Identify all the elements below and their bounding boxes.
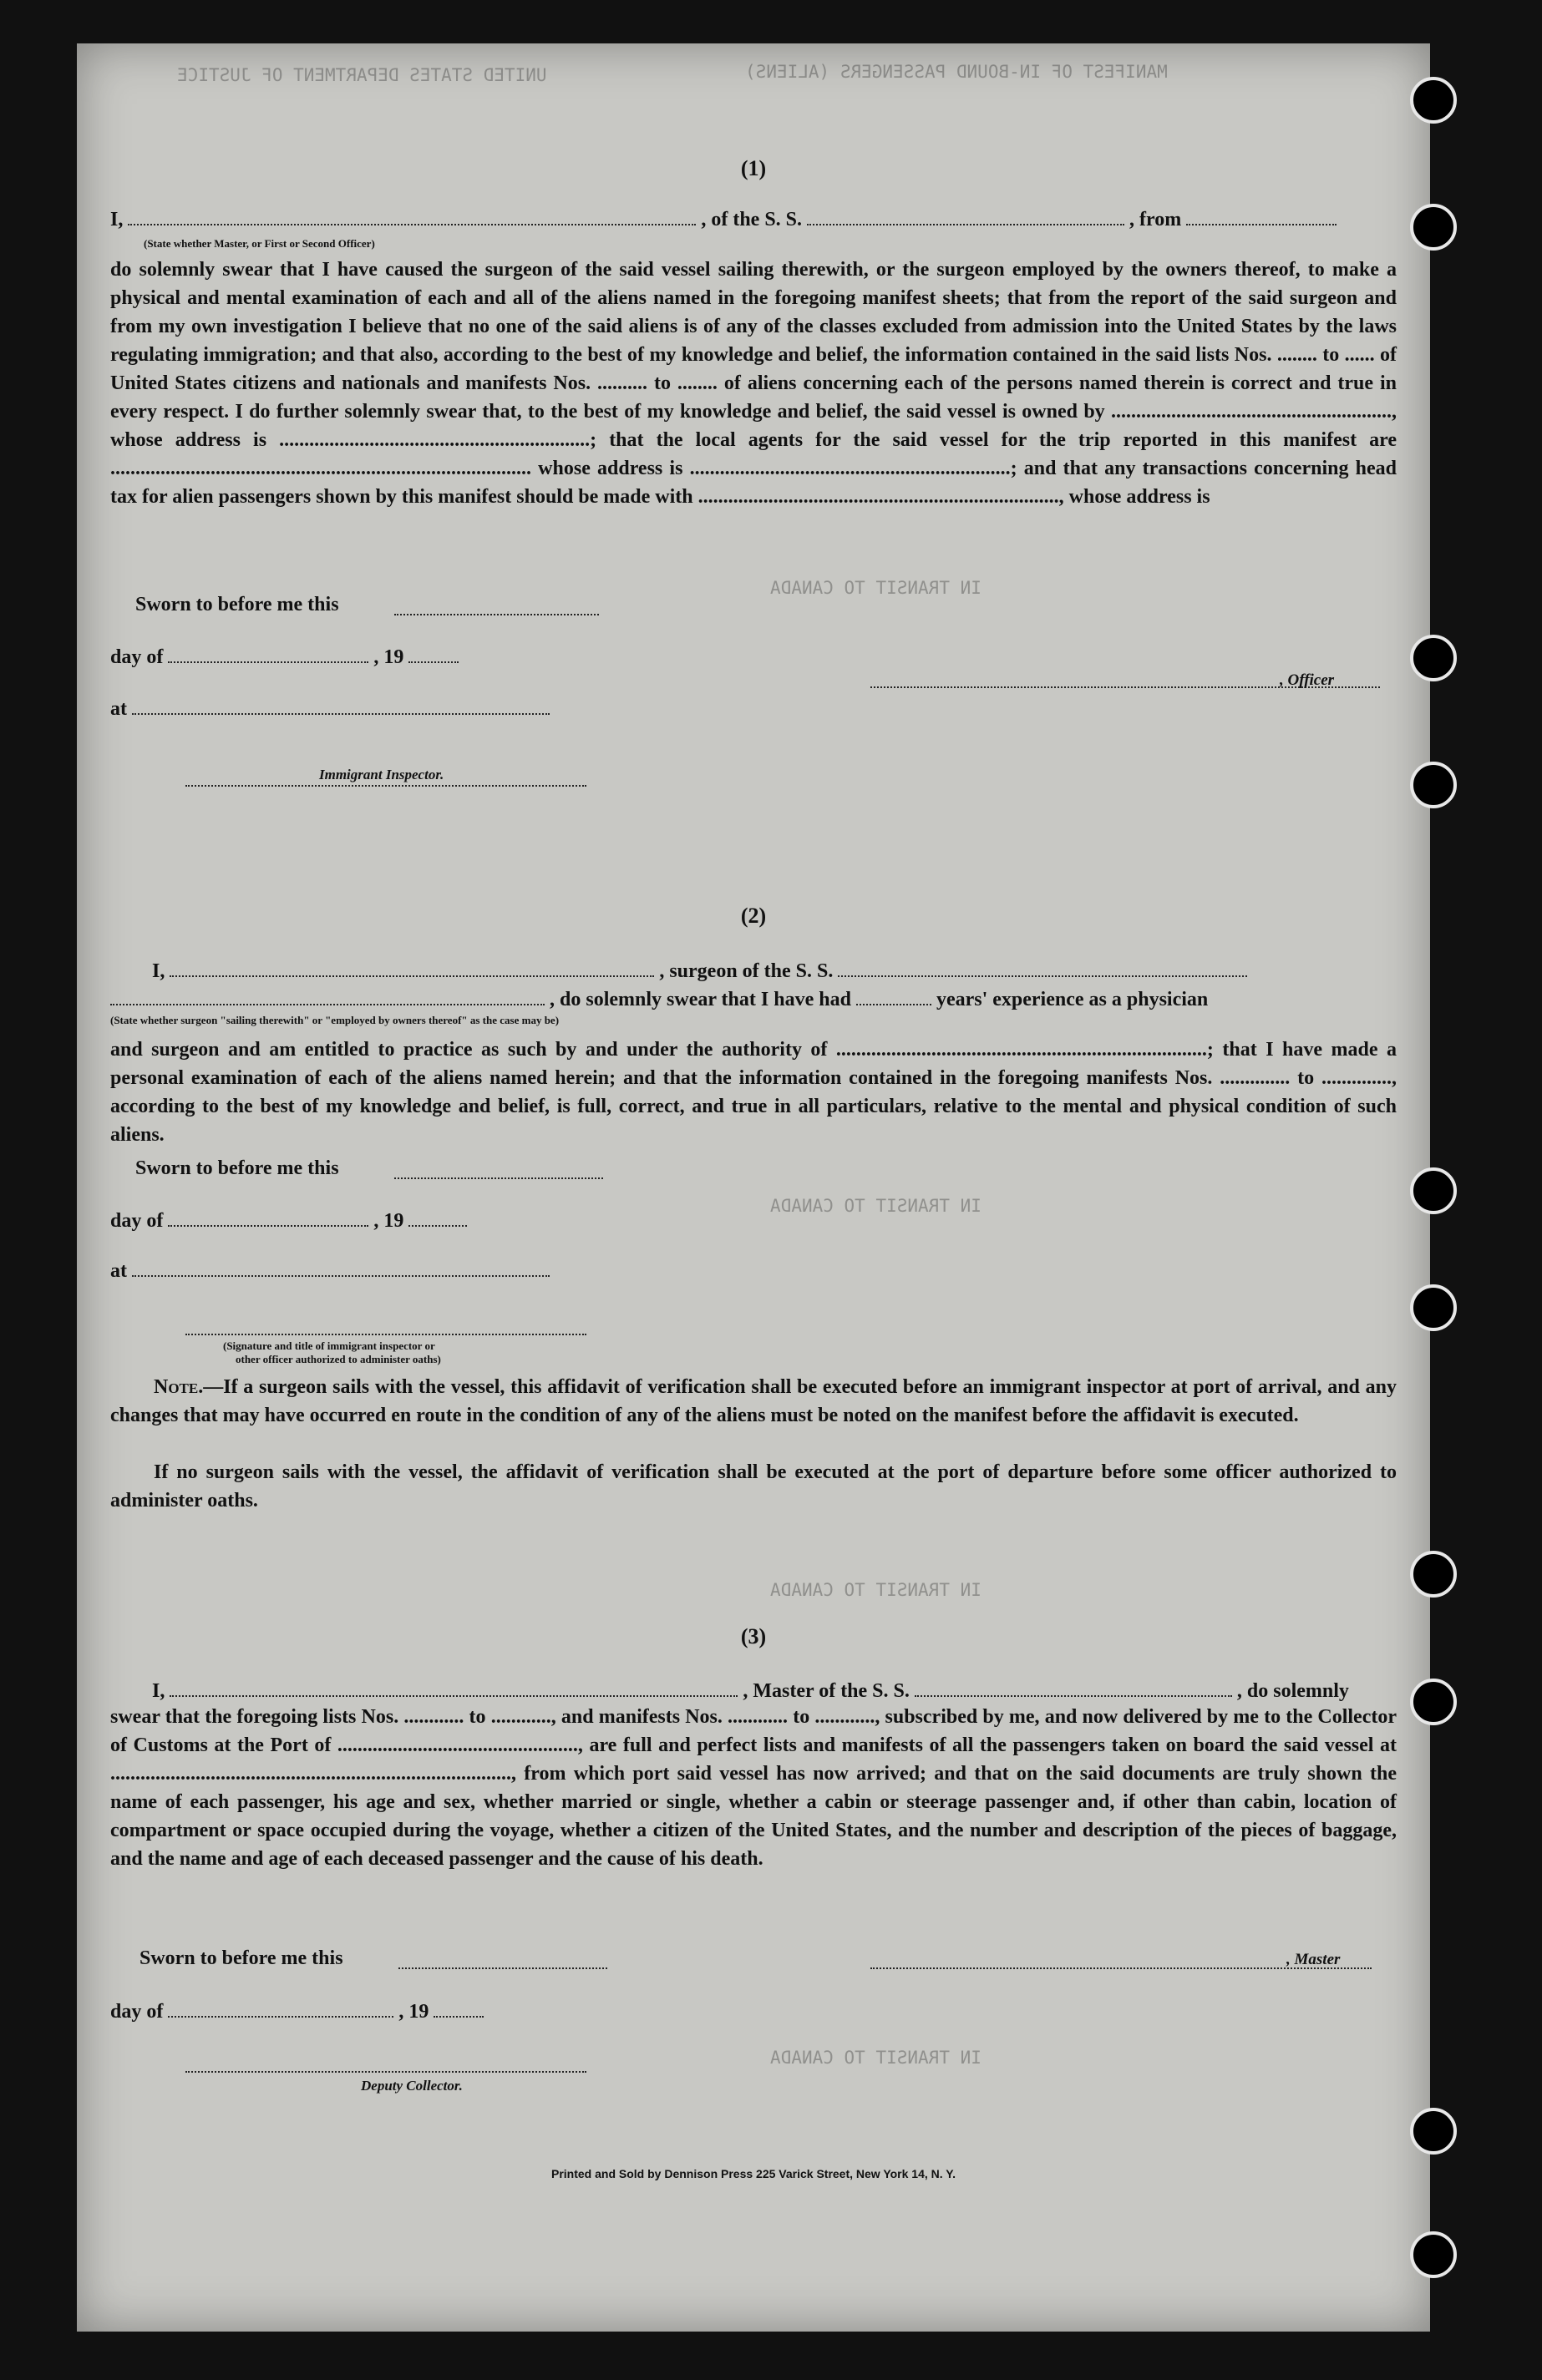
binder-hole xyxy=(1410,762,1457,808)
section-3-day: day of , 19 xyxy=(110,1999,484,2024)
section-3-sworn: Sworn to before me this xyxy=(139,1947,343,1969)
manifest-page xyxy=(77,43,1430,2332)
section-2-at: at xyxy=(110,1258,550,1284)
collector-signature-line xyxy=(185,2071,586,2073)
section-1-at: at xyxy=(110,696,550,722)
section-1-first-line xyxy=(110,207,1337,232)
section-3-oath: swear that the foregoing lists Nos. ............ to ............, and manifests Nos. ............ to ............, subscribed by me, and now delivered by me to the Collector of Customs at the Port of ................................................, are full and perfect lists and manifests of all the passengers taken on board the said vessel at ................................................................................, from which port said vessel has now arrived; and that on the said documents are truly shown the name of each passenger, his age and sex, whether married or single, whether a cabin or steerage passenger and, if other than cabin, location of compartment or space occupied during the voyage, whether a citizen of the United States, and the number and description of the pieces of baggage, and the name and age of each deceased passenger and the cause of his death. xyxy=(110,1706,1397,1870)
binder-hole xyxy=(1410,1284,1457,1331)
officer-prefix: I, xyxy=(110,209,124,230)
section-3-number: (3) xyxy=(740,1624,767,1648)
binder-hole xyxy=(1410,1679,1457,1725)
surgeon-caption: (State whether surgeon "sailing therewith" or "employed by owners thereof" as the case may be) xyxy=(110,1014,560,1026)
of-ss-label: , of the S. S. xyxy=(701,209,803,230)
bleed-through-text: IN TRANSIT TO CANADA xyxy=(770,1196,982,1216)
section-2-oath: and surgeon and am entitled to practice as such by and under the authority of ..........................................................................; that I have made a personal examination of each of the aliens named herein; and that the information contained in the foregoing manifests Nos. .............. to .............., according to the best of my knowledge and belief, is full, correct, and true in all particulars, relative to the mental and physical condition of such aliens. xyxy=(110,1039,1397,1146)
section-2-day: day of , 19 xyxy=(110,1208,467,1233)
inspector-signature-line xyxy=(185,785,586,787)
inspector-title: Immigrant Inspector. xyxy=(319,767,444,782)
section-1-number: (1) xyxy=(740,156,767,180)
section-1-sworn: Sworn to before me this xyxy=(135,594,339,615)
binder-hole xyxy=(1410,2108,1457,2155)
bleed-through-text: IN TRANSIT TO CANADA xyxy=(770,1580,982,1600)
section-2-sworn-line xyxy=(394,1177,603,1179)
bleed-through-text: MANIFEST OF IN-BOUND PASSENGERS (ALIENS) xyxy=(745,62,1168,82)
binder-hole xyxy=(1410,2231,1457,2278)
section-1-oath: do solemnly swear that I have caused the surgeon of the said vessel sailing therewith, or the surgeon employed by the owners thereof, to make a physical and mental examination of each and all of the aliens named in the foregoing manifest sheets; that from the report of the said surgeon and from my own investigation I believe that no one of the said aliens is of any of the classes excluded from admission into the United States by the laws regulating immigration; and that also, according to the best of my knowledge and belief, the information contained in the said lists Nos. ........ to ...... of United States citizens and nationals and manifests Nos. .......... to ........ of aliens concerning each of the persons named therein is correct and true in every respect. I do further solemnly swear that, to the best of my knowledge and belief, the said vessel is owned by ........................................................, whose address is ..............................................................; that the local agents for the said vessel for the trip reported in this manifest are .................................................................................... whose address is ................................................................; and that any transactions concerning head tax for alien passengers shown by this manifest should be made with ........................................................................, whose address is xyxy=(110,259,1397,508)
officer-title: , Officer xyxy=(1280,671,1335,689)
bleed-through-text: UNITED STATES DEPARTMENT OF JUSTICE xyxy=(177,65,547,85)
surgeon-note-2: If no surgeon sails with the vessel, the affidavit of verification shall be executed at the port of departure before some officer authorized to administer oaths. xyxy=(110,1461,1397,1512)
section-3-first-line: I, , Master of the S. S. , do solemnly xyxy=(152,1680,1349,1702)
from-label: , from xyxy=(1129,209,1182,230)
signature-caption-2: other officer authorized to administer oaths) xyxy=(236,1353,441,1365)
collector-title: Deputy Collector. xyxy=(361,2078,463,2094)
binder-hole xyxy=(1410,204,1457,251)
section-3-sworn-line xyxy=(398,1967,607,1969)
signature-caption-1: (Signature and title of immigrant inspector or xyxy=(223,1339,435,1352)
section-1-sworn-line xyxy=(394,614,599,615)
master-title: , Master xyxy=(1286,1951,1341,1968)
section-1-day: day of , 19 xyxy=(110,645,459,670)
section-2-number: (2) xyxy=(740,904,767,928)
bleed-through-text: IN TRANSIT TO CANADA xyxy=(770,578,982,598)
binder-hole xyxy=(1410,77,1457,124)
note-text: —If a surgeon sails with the vessel, this affidavit of verification shall be executed before an immigrant inspector at port of arrival, and any changes that may have occurred en route in the condition of any of the aliens must be noted on the manifest before the affidavit is executed. xyxy=(110,1376,1397,1426)
section-2-first-line: I, , surgeon of the S. S. xyxy=(152,959,1247,984)
binder-hole xyxy=(1410,1167,1457,1214)
binder-hole xyxy=(1410,1551,1457,1598)
note-label: Note. xyxy=(154,1376,204,1398)
section-2-sworn: Sworn to before me this xyxy=(135,1157,339,1179)
printer-imprint: Printed and Sold by Dennison Press 225 Varick Street, New York 14, N. Y. xyxy=(551,2167,956,2180)
section-2-second-line: , do solemnly swear that I have had years' experience as a physician xyxy=(110,987,1208,1012)
section-2-signature-line xyxy=(185,1334,586,1335)
surgeon-note xyxy=(110,1373,1397,1430)
officer-caption: (State whether Master, or First or Second Officer) xyxy=(144,237,375,250)
binder-hole xyxy=(1410,635,1457,681)
bleed-through-text: IN TRANSIT TO CANADA xyxy=(770,2048,982,2068)
